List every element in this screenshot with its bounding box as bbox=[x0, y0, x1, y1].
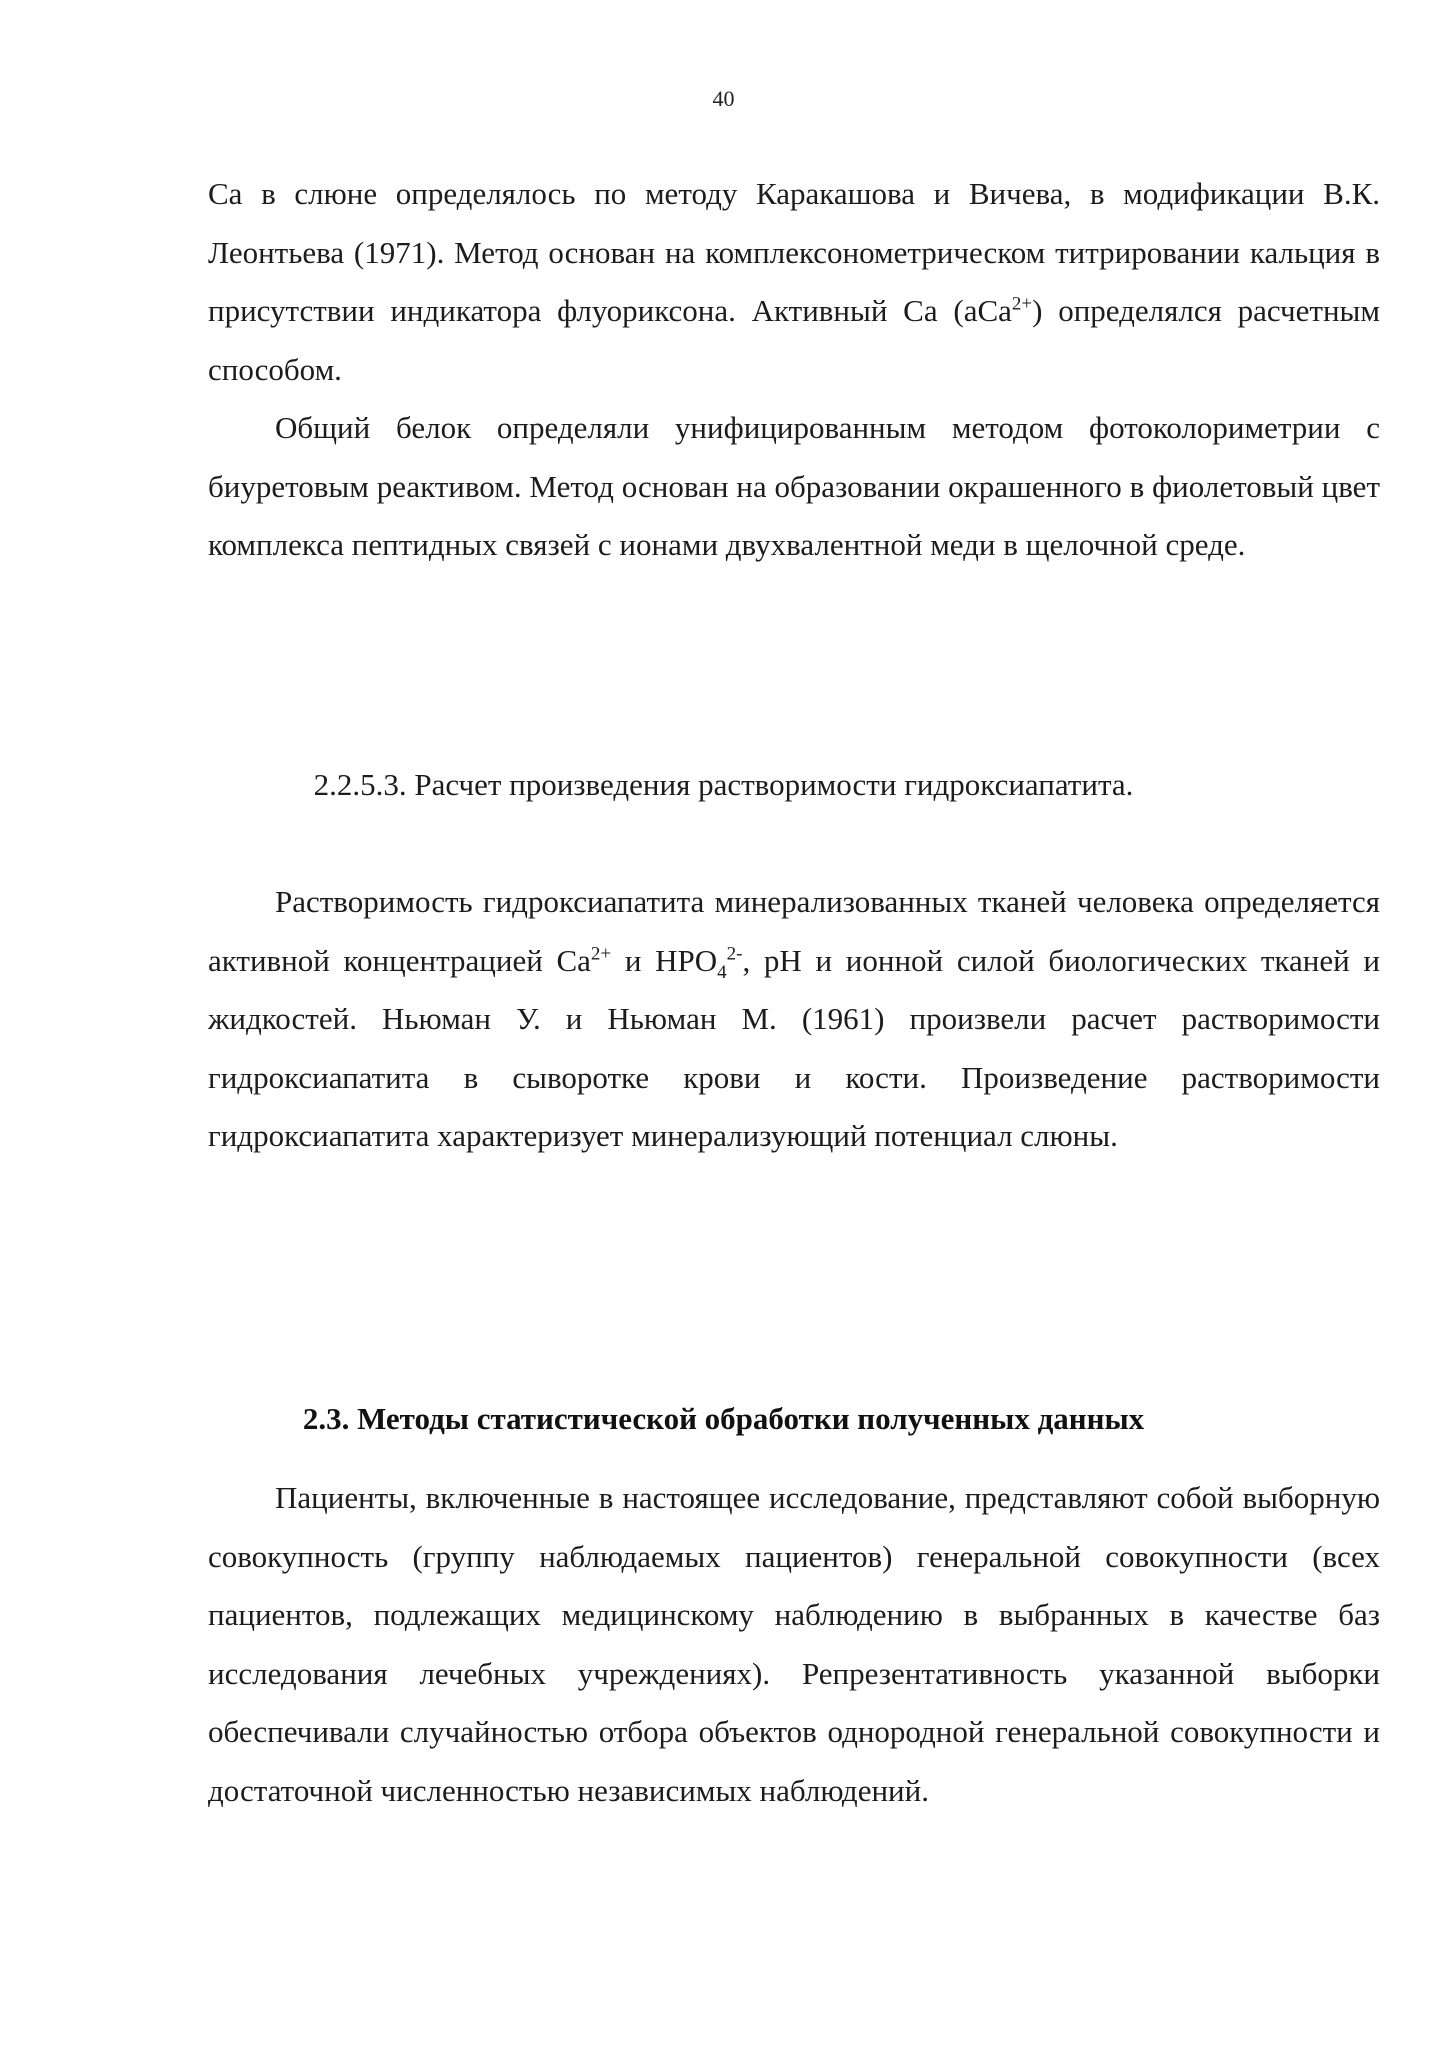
paragraph-group-calcium-protein bbox=[208, 165, 1380, 575]
paragraph-calcium-text: Ca в слюне определялось по методу Каракашова и Вичева, в модификации В.К. Леонтьева (1971). Метод основан на комплексонометрическом титрировании кальция в присутствии индикатора флуориксона. Активный Ca (aCa bbox=[208, 176, 1380, 328]
paragraph-statistics: Пациенты, включенные в настоящее исследование, представляют собой выборную совокупность (группу наблюдаемых пациентов) генеральной совокупности (всех пациентов, подлежащих медицинскому наблюдению в выбранных в качестве баз исследования лечебных учреждениях). Репрезентативность указанной выборки обеспечивали случайностью отбора объектов однородной генеральной совокупности и достаточной численностью независимых наблюдений. bbox=[208, 1480, 1380, 1808]
paragraph-total-protein: Общий белок определяли унифицированным методом фотоколориметрии с биуретовым реактивом. Метод основан на образовании окрашенного в фиолетовый цвет комплекса пептидных связей с ионами двухвалентной меди в щелочной среде. bbox=[208, 410, 1380, 562]
superscript-charge: 2+ bbox=[590, 943, 612, 965]
paragraph-solubility-text: Растворимость гидроксиапатита минерализованных тканей человека определяется активной концентрацией Ca bbox=[208, 884, 1380, 978]
superscript-charge: 2+ bbox=[1011, 293, 1033, 315]
section-subheading: 2.2.5.3. Расчет произведения растворимости гидроксиапатита. bbox=[313, 767, 1134, 802]
paragraph-solubility-text-end: , pH и ионной силой биологических тканей и жидкостей. Ньюман У. и Ньюман М. (1961) произвели расчет растворимости гидроксиапатита в сыворотке крови и кости. Произведение растворимости гидроксиапатита характеризует минерализующий потенциал слюны. bbox=[208, 942, 1381, 1153]
subscript-index: 4 bbox=[717, 961, 727, 983]
paragraph-calcium-method bbox=[208, 165, 1380, 399]
superscript-charge: 2- bbox=[726, 943, 743, 965]
paragraph-group-solubility bbox=[208, 873, 1380, 1166]
page-number: 40 bbox=[712, 86, 735, 111]
paragraph-group-statistics bbox=[208, 1469, 1380, 1820]
paragraph-solubility bbox=[208, 873, 1380, 1166]
paragraph-calcium-text-end: ) определялся расчетным способом. bbox=[208, 293, 1380, 387]
section-heading: 2.3. Методы статистической обработки полученных данных bbox=[302, 1401, 1145, 1436]
paragraph-solubility-text: и HPO bbox=[611, 942, 718, 978]
